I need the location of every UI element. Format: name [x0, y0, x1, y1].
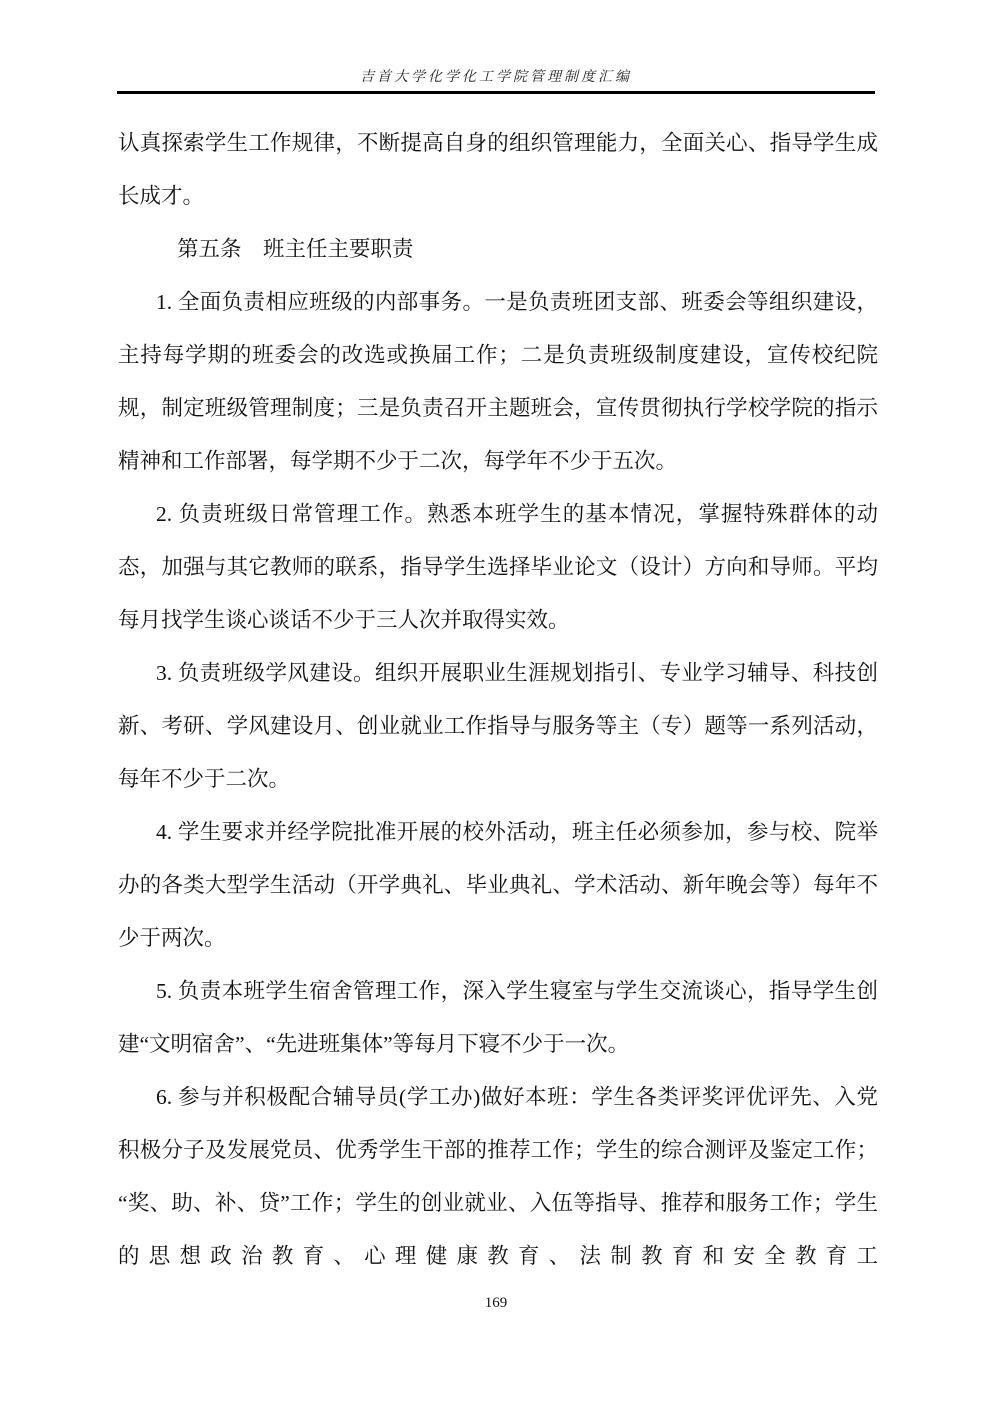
page-number: 169 [484, 1295, 508, 1311]
running-header-title: 吉首大学化学化工学院管理制度汇编 [360, 70, 632, 85]
document-body [118, 117, 878, 1283]
header-rule [117, 91, 875, 94]
clause-item-1: 1. 全面负责相应班级的内部事务。一是负责班团支部、班委会等组织建设，主持每学期的班委会的改选或换届工作；二是负责班级制度建设，宣传校纪院规，制定班级管理制度；三是负责召开主题班会，宣传贯彻执行学校学院的指示精神和工作部署，每学期不少于二次，每学年不少于五次。 [118, 290, 878, 473]
clause-item-2: 2. 负责班级日常管理工作。熟悉本班学生的基本情况，掌握特殊群体的动态，加强与其它教师的联系，指导学生选择毕业论文（设计）方向和导师。平均每月找学生谈心谈话不少于三人次并取得实效。 [118, 502, 878, 632]
clause-item-3: 3. 负责班级学风建设。组织开展职业生涯规划指引、专业学习辅导、科技创新、考研、学风建设月、创业就业工作指导与服务等主（专）题等一系列活动，每年不少于二次。 [118, 661, 878, 791]
paragraph-continuation: 认真探索学生工作规律，不断提高自身的组织管理能力，全面关心、指导学生成长成才。 [118, 131, 878, 208]
clause-item-5: 5. 负责本班学生宿舍管理工作，深入学生寝室与学生交流谈心，指导学生创建“文明宿舍”、“先进班集体”等每月下寝不少于一次。 [118, 979, 878, 1056]
clause-heading: 第五条 班主任主要职责 [177, 237, 414, 261]
clause-item-6: 6. 参与并积极配合辅导员(学工办)做好本班：学生各类评奖评优评先、入党积极分子及发展党员、优秀学生干部的推荐工作；学生的综合测评及鉴定工作；“奖、助、补、贷”工作；学生的创业就业、入伍等指导、推荐和服务工作；学生的思想政治教育、心理健康教育、法制教育和安全教育工 [118, 1085, 878, 1268]
clause-item-4: 4. 学生要求并经学院批准开展的校外活动，班主任必须参加，参与校、院举办的各类大型学生活动（开学典礼、毕业典礼、学术活动、新年晚会等）每年不少于两次。 [118, 820, 878, 950]
